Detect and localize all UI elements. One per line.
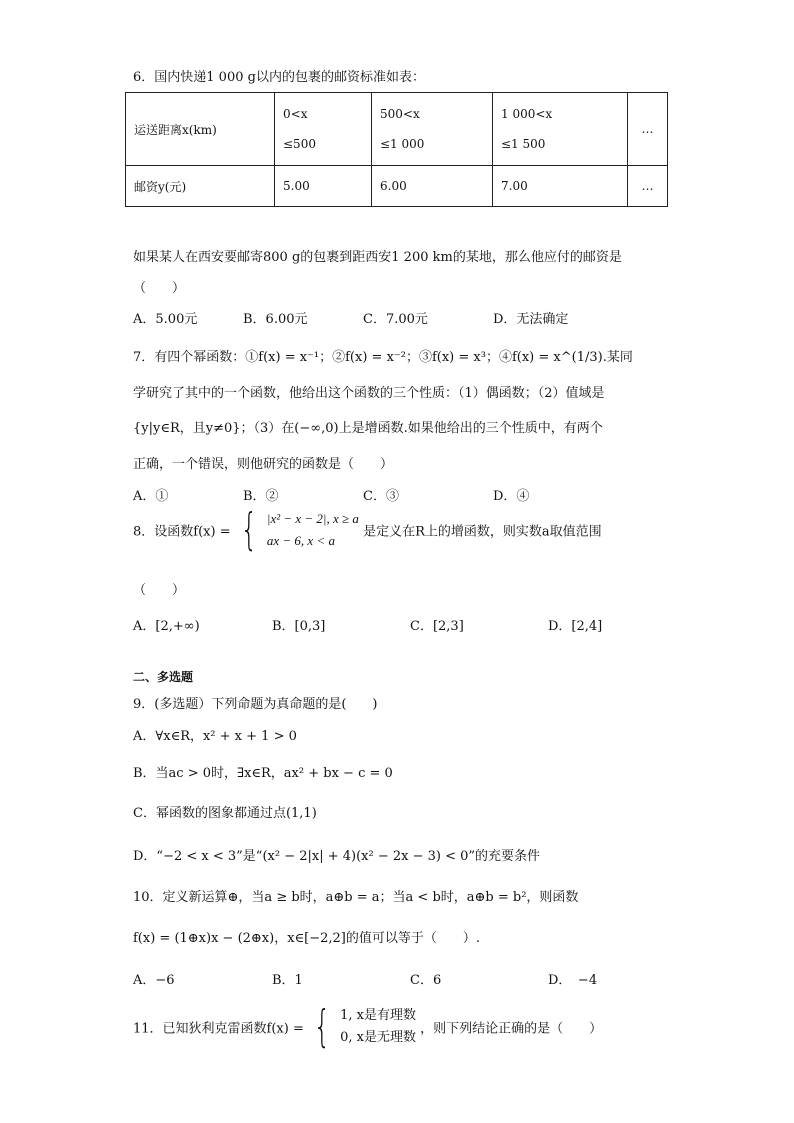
q9-option-a: A．∀x∈R，x² + x + 1 > 0: [133, 729, 297, 744]
q9-option-c: C．幂函数的图象都通过点(1,1): [133, 806, 317, 821]
q11-prefix: 11．已知狄利克雷函数f(x) =: [133, 1021, 304, 1037]
q8-option-b: B．[0,3]: [272, 619, 326, 634]
q6-stem: 6．国内快递1 000 g以内的包裹的邮资标准如表：: [133, 70, 425, 85]
q6-option-a: A．5.00元: [133, 312, 198, 327]
q8-paren: （ ）: [133, 583, 186, 598]
q7-option-b: B．②: [243, 489, 279, 504]
table-header-cell: 500<x ≤1 000: [372, 93, 493, 166]
section-heading: 二、多选题: [133, 670, 194, 684]
q7-option-a: A．①: [133, 489, 169, 504]
q8-piece-2: ax − 6, x < a: [266, 533, 335, 548]
table-cell: 6.00: [372, 166, 493, 207]
q8-piecewise: [267, 508, 359, 552]
q10-option-c: C．6: [410, 973, 442, 988]
table-header-cell: 0<x ≤500: [275, 93, 372, 166]
q10-option-a: A．−6: [133, 973, 175, 988]
table-cell: 5.00: [275, 166, 372, 207]
table-header-cell: …: [628, 93, 668, 166]
table-header-cell: 1 000<x ≤1 500: [493, 93, 628, 166]
q11-stem: [133, 1001, 603, 1052]
q11-suffix: ，则下列结论正确的是（ ）: [420, 1021, 603, 1037]
q6-paren: （ ）: [133, 281, 186, 296]
q8-prefix: 8．设函数f(x) =: [133, 524, 231, 540]
q6-option-d: D．无法确定: [493, 312, 569, 327]
table-cell: …: [628, 166, 668, 207]
q9-option-d: D．“−2 < x < 3”是“(x² − 2|x| + 4)(x² − 2x − 3) < 0”的充要条件: [133, 849, 541, 864]
q7-line-3: {y|y∈R，且y≠0}；（3）在(−∞,0)上是增函数.如果他给出的三个性质中，有两个: [133, 421, 603, 436]
table-cell: 7.00: [493, 166, 628, 207]
q7-option-c: C．③: [363, 489, 399, 504]
q10-line-2: f(x) = (1⊕x)x − (2⊕x)，x∈[−2,2]的值可以等于（ ）.: [133, 931, 481, 946]
q8-option-c: C．[2,3]: [410, 619, 464, 634]
q6-option-b: B．6.00元: [243, 312, 308, 327]
q10-option-b: B．1: [272, 973, 303, 988]
q10-option-d: D． −4: [548, 973, 598, 988]
table-cell: 邮资y(元): [126, 166, 275, 207]
left-brace-icon: {: [240, 504, 258, 555]
q8-piece-1: |x² − x − 2|, x ≥ a: [266, 511, 359, 526]
q7-line-2: 学研究了其中的一个函数，他给出这个函数的三个性质：（1）偶函数；（2）值域是: [133, 386, 605, 401]
table-row: [126, 166, 668, 207]
table-row: [126, 93, 668, 166]
q7-line-1: 7．有四个幂函数：①f(x) = x⁻¹；②f(x) = x⁻²；③f(x) = x³；④f(x) = x^(1/3).某同: [133, 350, 633, 365]
q6-question: 如果某人在西安要邮寄800 g的包裹到距西安1 200 km的某地，那么他应付的邮资是: [133, 250, 622, 265]
q11-piece-1: 1, x是有理数: [340, 1008, 417, 1023]
postage-table: [125, 92, 668, 207]
q8-suffix: 是定义在R上的增函数，则实数a取值范围: [363, 524, 602, 540]
q11-piecewise: [340, 1005, 416, 1049]
q6-option-c: C．7.00元: [363, 312, 428, 327]
left-brace-icon: {: [313, 1001, 331, 1052]
q8-stem: [133, 504, 602, 555]
q11-piece-2: 0, x是无理数: [340, 1030, 417, 1045]
q8-option-d: D．[2,4]: [548, 619, 603, 634]
q9-option-b: B．当ac > 0时，∃x∈R，ax² + bx − c = 0: [133, 766, 393, 781]
q7-option-d: D．④: [493, 489, 530, 504]
q7-line-4: 正确，一个错误，则他研究的函数是（ ）: [133, 457, 394, 472]
q9-stem: 9．(多选题）下列命题为真命题的是( ): [133, 697, 378, 712]
table-header-cell: 运送距离x(km): [126, 93, 275, 166]
q10-line-1: 10．定义新运算⊕，当a ≥ b时，a⊕b = a；当a < b时，a⊕b = b²，则函数: [133, 890, 579, 905]
q8-option-a: A．[2,+∞): [133, 619, 200, 634]
